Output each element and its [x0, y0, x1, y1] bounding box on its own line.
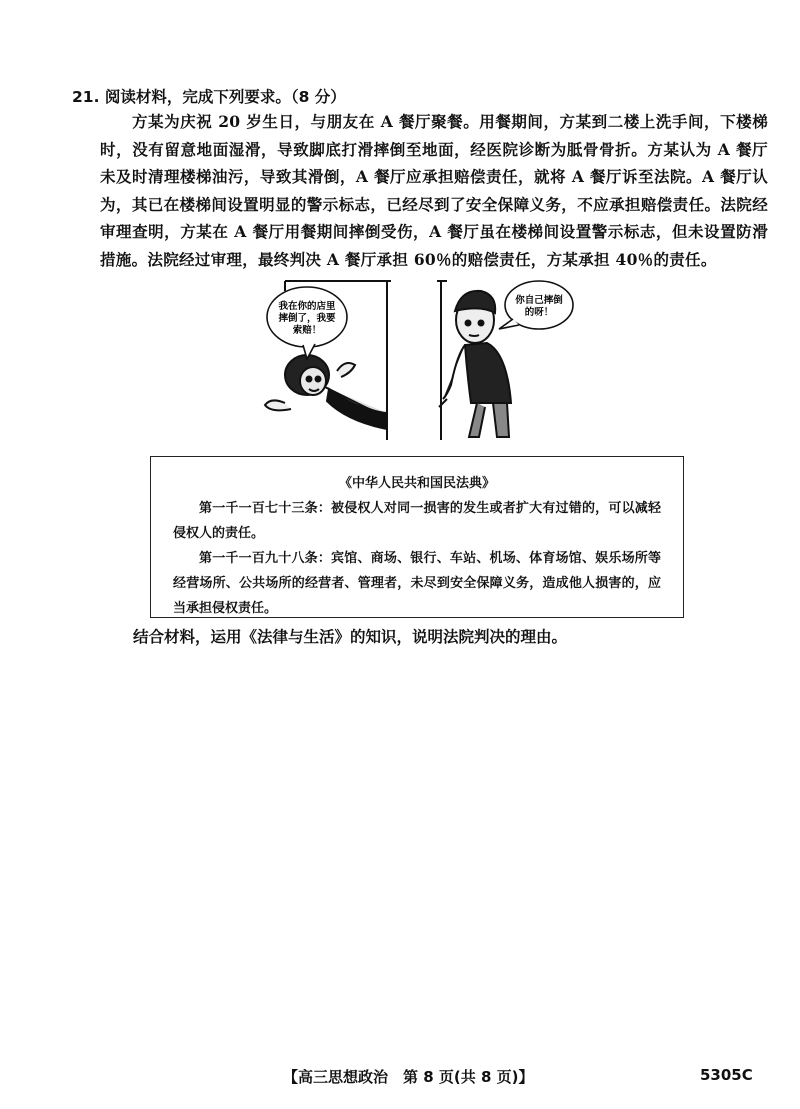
question-header: 21. 阅读材料，完成下列要求。（8 分） [72, 88, 346, 106]
law-article-1198: 第一千一百九十八条：宾馆、商场、银行、车站、机场、体育场馆、娱乐场所等经营场所、公共场所的经营者、管理者，未尽到安全保障义务，造成他人损害的，应当承担侵权责任。 [173, 551, 661, 616]
right-panel [437, 281, 511, 440]
left-bubble-line-1: 我在你的店里 [278, 301, 336, 312]
right-speech-bubble [499, 281, 573, 329]
question-task: 结合材料，运用《法律与生活》的知识，说明法院判决的理由。 [133, 628, 568, 646]
right-bubble-line-1: 你自己摔倒 [515, 295, 563, 306]
question-material: 方某为庆祝 20 岁生日，与朋友在 A 餐厅聚餐。用餐期间，方某到二楼上洗手间，下楼梯时，没有留意地面湿滑，导致脚底打滑摔倒至地面，经医院诊断为胝骨骨折。方某认为 A 餐厅未及时清理楼梯油污，导致其滑倒，A 餐厅应承担赔偿责任，就将 A 餐厅诉至法院。A 餐厅认为，其已在楼梯间设置明显的警示标志，已经尽到了安全保障义务，不应承担赔偿责任。法院经审理查明，方某在 A 餐厅用餐期间摔倒受伤，A 餐厅虽在楼梯间设置警示标志，但未设置防滑措施。法院经过审理，最终判决 A 餐厅承担 60％的赔偿责任，方某承担 40％的责任。 [100, 112, 768, 269]
left-bubble-line-2: 摔倒了，我要 [278, 313, 336, 324]
page-footer: 【高三思想政治 第 8 页(共 8 页)】 [283, 1068, 534, 1086]
law-excerpt-box [150, 456, 684, 618]
law-article-1173: 第一千一百七十三条：被侵权人对同一损害的发生或者扩大有过错的，可以减轻侵权人的责任。 [173, 501, 661, 541]
right-bubble-line-2: 的呀！ [524, 307, 554, 318]
left-speech-bubble [267, 287, 347, 359]
left-bubble-line-3: 索赔！ [292, 325, 322, 336]
paper-code: 5305C [700, 1066, 753, 1084]
law-title: 《中华人民共和国民法典》 [338, 476, 495, 491]
cartoon-illustration [255, 275, 575, 445]
